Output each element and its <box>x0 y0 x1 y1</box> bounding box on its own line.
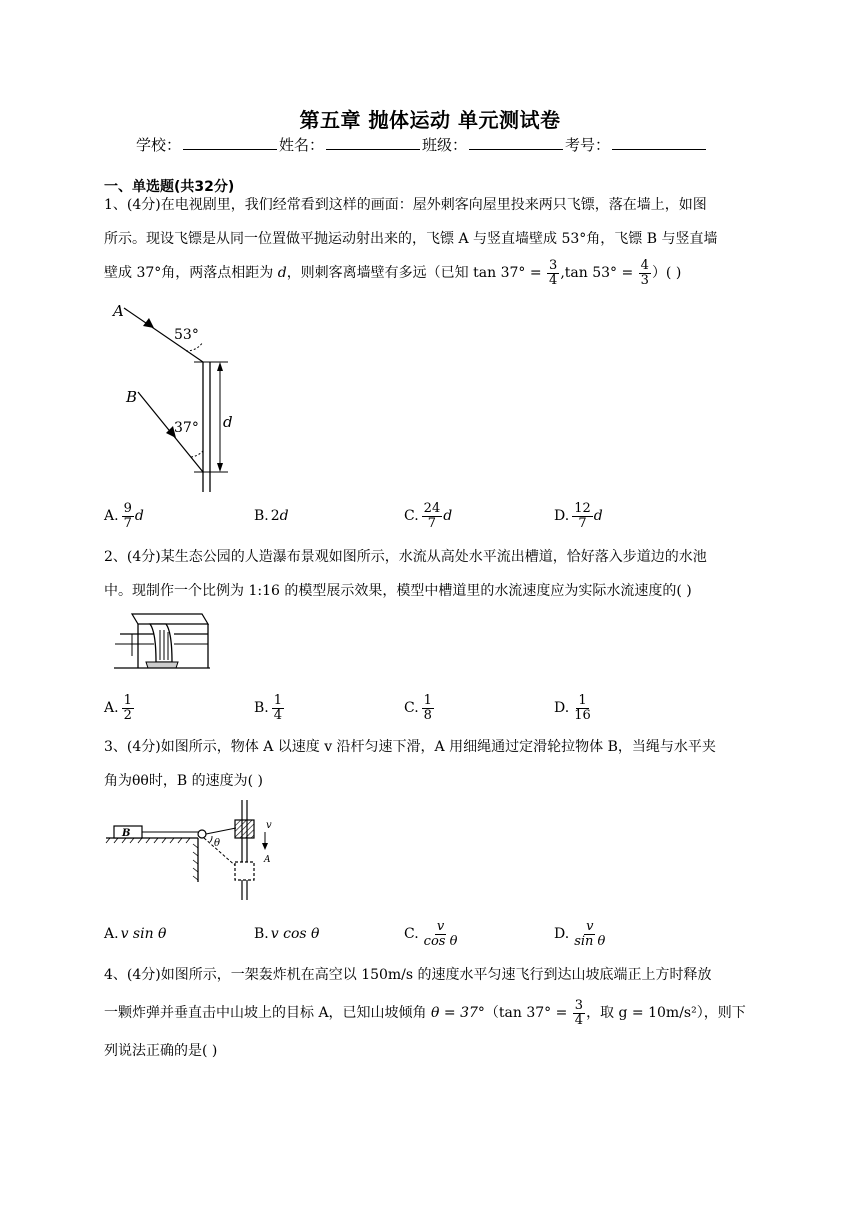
q3-option-d[interactable]: D. $\frac{v}{\text{sin θ}}$ <box>554 918 606 949</box>
school-label: 学校： <box>136 136 182 154</box>
q4-line: 4、(4分)如图所示，一架轰炸机在高空以 150m/s 的速度水平匀速飞行到达山坡底端正上方时释放 <box>104 967 712 983</box>
q3-fig-label-a: A <box>264 855 271 865</box>
class-label: 班级： <box>422 136 468 154</box>
q2-option-b[interactable]: B. $\frac{1}{4}$ <box>254 692 283 723</box>
q2-line: 中。现制作一个比例为 1:16 的模型展示效果，模型中槽道里的水流速度应为实际水流速度的( ) <box>104 583 692 599</box>
school-blank[interactable] <box>183 135 277 150</box>
q1-var-d: d <box>277 265 287 281</box>
q3-fig-label-b: B <box>122 828 131 839</box>
q2-option-d[interactable]: D. $\frac{1}{16}$ <box>554 692 591 723</box>
q1-tan53: ,tan 53° = <box>560 265 634 281</box>
question-1 <box>104 188 758 290</box>
q4-g-value: ，取 g = 10m/s² <box>586 1005 697 1021</box>
q3-option-c[interactable]: C. $\frac{v}{\text{cos θ}}$ <box>404 918 458 949</box>
q2-option-c[interactable]: C. $\frac{1}{8}$ <box>404 692 432 723</box>
q4-fraction: $\frac{3}{4}$ <box>574 997 584 1028</box>
question-3 <box>104 730 758 798</box>
name-label: 姓名： <box>279 136 325 154</box>
q2-line: 2、(4分)某生态公园的人造瀑布景观如图所示，水流从高处水平流出槽道，恰好落入步道边的水池 <box>104 549 707 565</box>
q1-option-a[interactable]: A. $\frac{9}{7}$ d <box>104 500 144 531</box>
q4-text: 一颗炸弹并垂直击中山坡上的目标 A，已知山坡倾角 <box>104 1005 427 1021</box>
q1-line: 1、(4分)在电视剧里，我们经常看到这样的画面：屋外刺客向屋里投来两只飞镖，落在墙上，如图 <box>104 197 707 213</box>
q3-line: 角为θθ时，B 的速度为( ) <box>104 773 263 789</box>
q3-figure <box>104 798 284 902</box>
exam-number-blank[interactable] <box>612 135 706 150</box>
page-title: 第五章 抛体运动 单元测试卷 <box>299 108 561 132</box>
q4-theta-eq: θ = 37° <box>431 1005 485 1021</box>
q1-option-b[interactable]: B. 2 d <box>254 508 289 524</box>
q3-fig-theta: θ <box>214 838 221 849</box>
q4-text: ），则下 <box>696 1005 746 1021</box>
q1-options <box>104 496 764 536</box>
q1-fig-angle-a: 53° <box>174 327 199 343</box>
q1-figure <box>106 296 246 492</box>
q1-fig-angle-b: 37° <box>174 420 199 436</box>
q1-text: 壁成 37°角，两落点相距为 <box>104 265 278 281</box>
question-4 <box>104 956 758 1070</box>
q1-fraction: $\frac{4}{3}$ <box>640 257 649 288</box>
q4-tan37: tan 37° = <box>498 1005 568 1021</box>
q1-line: 所示。现设飞镖是从同一位置做平抛运动射出来的，飞镖 A 与竖直墙壁成 53°角，飞镖 B 与竖直墙 <box>104 231 718 247</box>
class-blank[interactable] <box>469 135 563 150</box>
q3-option-a[interactable]: A. v sin θ <box>104 926 167 942</box>
q1-text: ）( ) <box>651 265 682 281</box>
q3-fig-v: v <box>266 820 272 831</box>
q2-options <box>104 688 764 728</box>
name-blank[interactable] <box>326 135 420 150</box>
q1-tan37: tan 37° = <box>473 265 542 281</box>
question-2 <box>104 540 758 608</box>
q2-figure <box>112 606 212 676</box>
section-heading: 一、单选题(共32分) <box>104 179 235 195</box>
q2-option-a[interactable]: A. $\frac{1}{2}$ <box>104 692 132 723</box>
q4-line: 一颗炸弹并垂直击中山坡上的目标 A，已知山坡倾角 θ = 37°（tan 37° = $\frac{3}{4}$ ，取 g = 10m/s²），则下 <box>104 997 746 1028</box>
q3-option-b[interactable]: B. v cos θ <box>254 926 320 942</box>
q1-line <box>104 256 758 290</box>
exam-number-label: 考号： <box>565 136 611 154</box>
q4-line: 列说法正确的是( ) <box>104 1043 218 1059</box>
q1-fraction: $\frac{3}{4}$ <box>549 257 558 288</box>
q1-fig-label-b: B <box>126 388 138 406</box>
q3-options <box>104 914 764 954</box>
q1-text: ，则刺客离墙壁有多远（已知 <box>286 265 469 281</box>
q3-line: 3、(4分)如图所示，物体 A 以速度 v 沿杆匀速下滑，A 用细绳通过定滑轮拉物体 B，当绳与水平夹 <box>104 739 716 755</box>
student-info-line <box>136 134 708 155</box>
q1-fig-dist-d: d <box>223 413 233 431</box>
q1-option-c[interactable]: C. $\frac{24}{7}$ d <box>404 500 453 531</box>
q1-fig-label-a: A <box>113 302 124 320</box>
q1-option-d[interactable]: D. $\frac{12}{7}$ d <box>554 500 603 531</box>
